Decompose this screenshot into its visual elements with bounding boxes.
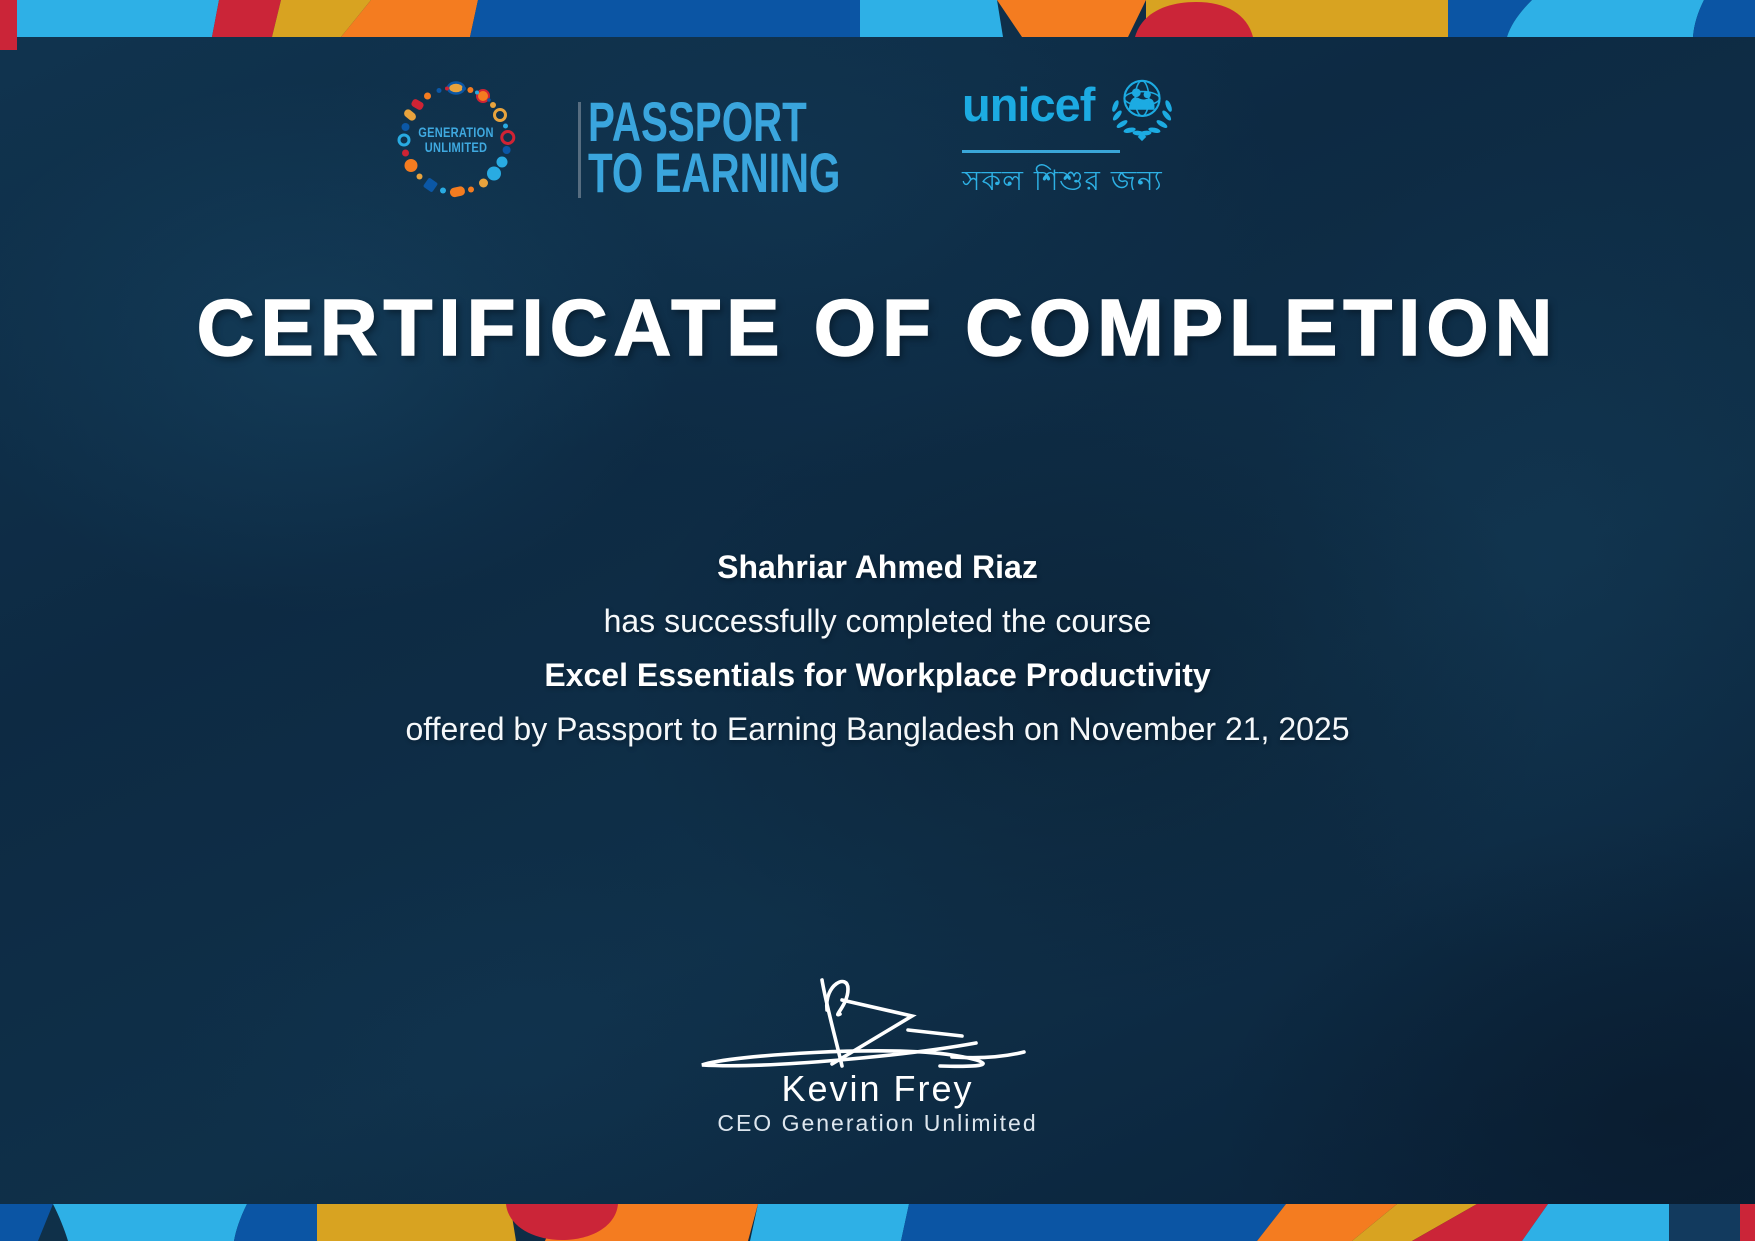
unicef-wordmark: unicef (962, 78, 1095, 131)
bottom-border-decoration (0, 1204, 1755, 1241)
offer-line: offered by Passport to Earning Bangladesh on November 21, 2025 (405, 711, 1350, 747)
completion-line: has successfully completed the course (603, 603, 1152, 639)
unicef-logo (962, 68, 1180, 206)
passport-to-earning-wordmark (588, 90, 841, 204)
certificate-title: CERTIFICATE OF COMPLETION (196, 283, 1559, 372)
recipient-name: Shahriar Ahmed Riaz (717, 549, 1038, 585)
top-border-decoration (0, 0, 1755, 50)
signer-name: Kevin Frey (781, 1068, 974, 1109)
to-earning-line: TO EARNING (588, 141, 841, 204)
generation-unlimited-line1: GENERATION (418, 125, 494, 140)
generation-unlimited-line2: UNLIMITED (424, 140, 488, 155)
passport-line: PASSPORT (588, 90, 807, 153)
signature-icon (690, 972, 1030, 1080)
unicef-divider-rule (962, 150, 1120, 153)
logo-divider (578, 102, 581, 198)
unicef-emblem-icon (1104, 68, 1180, 144)
unicef-bengali-tagline: সকল শিশুর জন্য (962, 164, 1163, 197)
generation-unlimited-wordmark (407, 80, 505, 200)
certificate-body (0, 540, 1755, 756)
generation-unlimited-logo (396, 80, 516, 200)
signer-title: CEO Generation Unlimited (717, 1110, 1038, 1136)
course-name: Excel Essentials for Workplace Productivity (544, 657, 1211, 693)
